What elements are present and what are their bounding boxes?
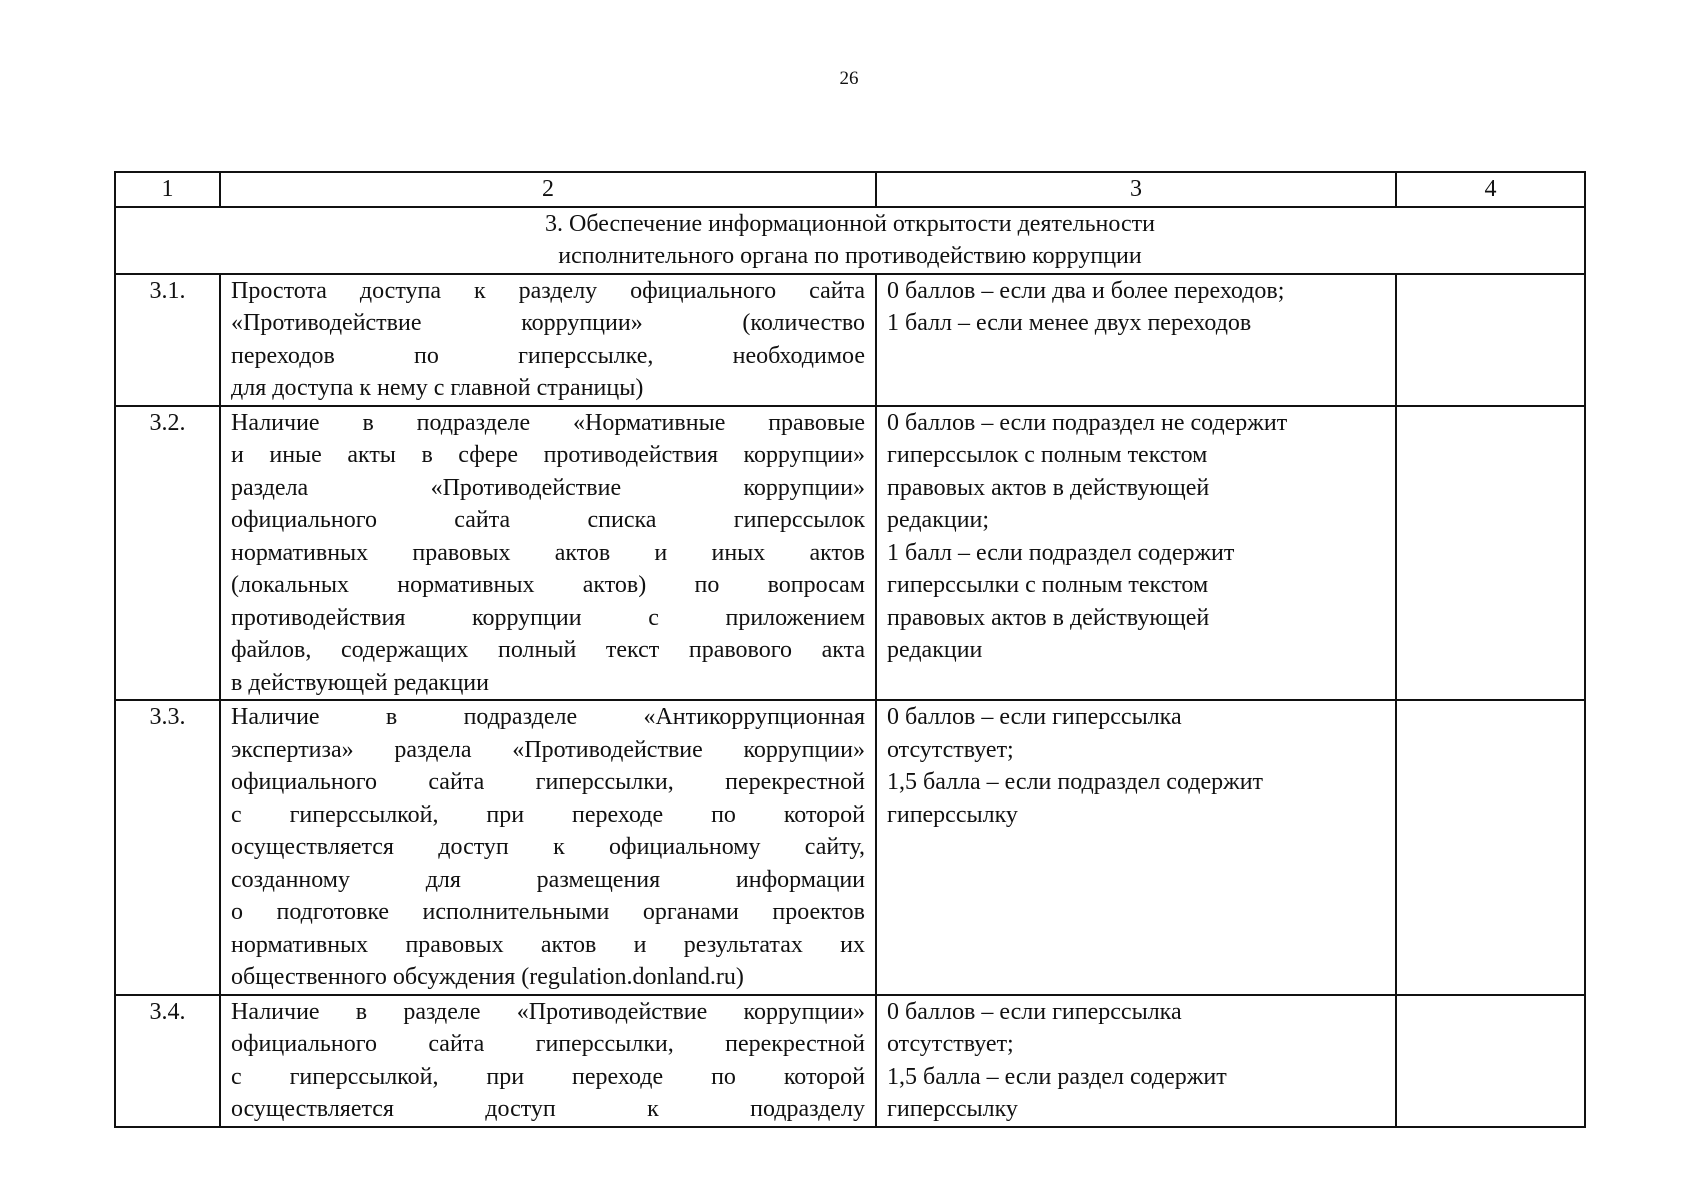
table-row xyxy=(115,995,1585,1127)
section-heading-row xyxy=(115,207,1585,274)
item-number: 3.2. xyxy=(115,406,220,701)
criterion-line: нормативных правовых актов и результатах их xyxy=(231,931,865,958)
criterion-line: файлов, содержащих полный текст правового акта xyxy=(231,637,865,663)
scoring-line: гиперссылку xyxy=(887,801,1018,828)
scoring-line: 0 баллов – если подраздел не содержит xyxy=(887,409,1288,436)
criterion-line: официального сайта списка гиперссылок xyxy=(231,507,865,533)
criterion-line: для доступа к нему с главной страницы) xyxy=(231,375,644,401)
criterion-cell xyxy=(220,995,876,1127)
column-number-row xyxy=(115,172,1585,207)
scoring-line: 1,5 балла – если подраздел содержит xyxy=(887,769,1264,795)
criterion-cell xyxy=(220,700,876,995)
section-title-line: исполнительного органа по противодействию коррупции xyxy=(558,243,1142,269)
empty-cell xyxy=(1396,700,1585,995)
criterion-cell xyxy=(220,406,876,701)
criterion-line: и иные акты в сфере противодействия коррупции» xyxy=(231,442,865,468)
column-number-cell: 2 xyxy=(220,172,876,207)
scoring-line: отсутствует; xyxy=(887,736,1014,763)
empty-cell xyxy=(1396,274,1585,406)
criterion-line: Наличие в разделе «Противодействие коррупции» xyxy=(231,998,865,1025)
column-number-cell: 1 xyxy=(115,172,220,207)
criterion-line: раздела «Противодействие коррупции» xyxy=(231,474,865,501)
criterion-line: противодействия коррупции с приложением xyxy=(231,604,865,631)
criterion-line: о подготовке исполнительными органами проектов xyxy=(231,899,865,925)
scoring-line: отсутствует; xyxy=(887,1031,1014,1057)
scoring-line: правовых актов в действующей xyxy=(887,474,1210,501)
table-row xyxy=(115,700,1585,995)
criterion-line: с гиперссылкой, при переходе по которой xyxy=(231,1063,865,1090)
scoring-line: гиперссылки с полным текстом xyxy=(887,572,1209,598)
item-number: 3.1. xyxy=(115,274,220,406)
criterion-line: (локальных нормативных актов) по вопросам xyxy=(231,572,865,598)
scoring-line: 1 балл – если подраздел содержит xyxy=(887,539,1235,566)
criterion-line: в действующей редакции xyxy=(231,669,489,696)
scoring-line: 0 баллов – если гиперссылка xyxy=(887,998,1182,1025)
page-number: 26 xyxy=(839,68,859,89)
table-row xyxy=(115,406,1585,701)
section-title-line: 3. Обеспечение информационной открытости деятельности xyxy=(545,210,1155,237)
scoring-cell xyxy=(876,700,1396,995)
scoring-line: гиперссылку xyxy=(887,1096,1018,1122)
criterion-cell xyxy=(220,274,876,406)
criterion-line: экспертиза» раздела «Противодействие коррупции» xyxy=(231,736,865,763)
criterion-line: нормативных правовых актов и иных актов xyxy=(231,539,865,566)
scoring-line: гиперссылок с полным текстом xyxy=(887,442,1208,468)
scoring-line: 0 баллов – если гиперссылка xyxy=(887,704,1182,730)
table-row xyxy=(115,274,1585,406)
criterion-line: Простота доступа к разделу официального сайта xyxy=(231,277,865,304)
column-number-cell: 4 xyxy=(1396,172,1585,207)
criterion-line: осуществляется доступ к официальному сайту, xyxy=(231,834,865,860)
item-number: 3.4. xyxy=(115,995,220,1127)
criterion-line: официального сайта гиперссылки, перекрестной xyxy=(231,1031,865,1057)
empty-cell xyxy=(1396,406,1585,701)
criterion-line: Наличие в подразделе «Нормативные правовые xyxy=(231,409,865,436)
criterion-line: «Противодействие коррупции» (количество xyxy=(231,310,865,336)
item-number: 3.3. xyxy=(115,700,220,995)
scoring-line: 1 балл – если менее двух переходов xyxy=(887,310,1252,336)
scoring-line: редакции; xyxy=(887,507,990,533)
scoring-cell xyxy=(876,995,1396,1127)
section-title xyxy=(115,207,1585,274)
empty-cell xyxy=(1396,995,1585,1127)
criteria-table xyxy=(114,171,1586,1128)
scoring-cell xyxy=(876,406,1396,701)
criterion-line: общественного обсуждения (regulation.donland.ru) xyxy=(231,964,744,990)
criterion-line: с гиперссылкой, при переходе по которой xyxy=(231,801,865,828)
scoring-line: правовых актов в действующей xyxy=(887,604,1210,631)
criterion-line: созданному для размещения информации xyxy=(231,866,865,893)
scoring-line: редакции xyxy=(887,637,983,663)
scoring-cell xyxy=(876,274,1396,406)
criterion-line: осуществляется доступ к подразделу xyxy=(231,1096,865,1122)
criterion-line: переходов по гиперссылке, необходимое xyxy=(231,342,865,369)
criterion-line: официального сайта гиперссылки, перекрестной xyxy=(231,769,865,795)
scoring-line: 1,5 балла – если раздел содержит xyxy=(887,1063,1227,1090)
criterion-line: Наличие в подразделе «Антикоррупционная xyxy=(231,704,865,730)
scoring-line: 0 баллов – если два и более переходов; xyxy=(887,277,1285,304)
column-number-cell: 3 xyxy=(876,172,1396,207)
